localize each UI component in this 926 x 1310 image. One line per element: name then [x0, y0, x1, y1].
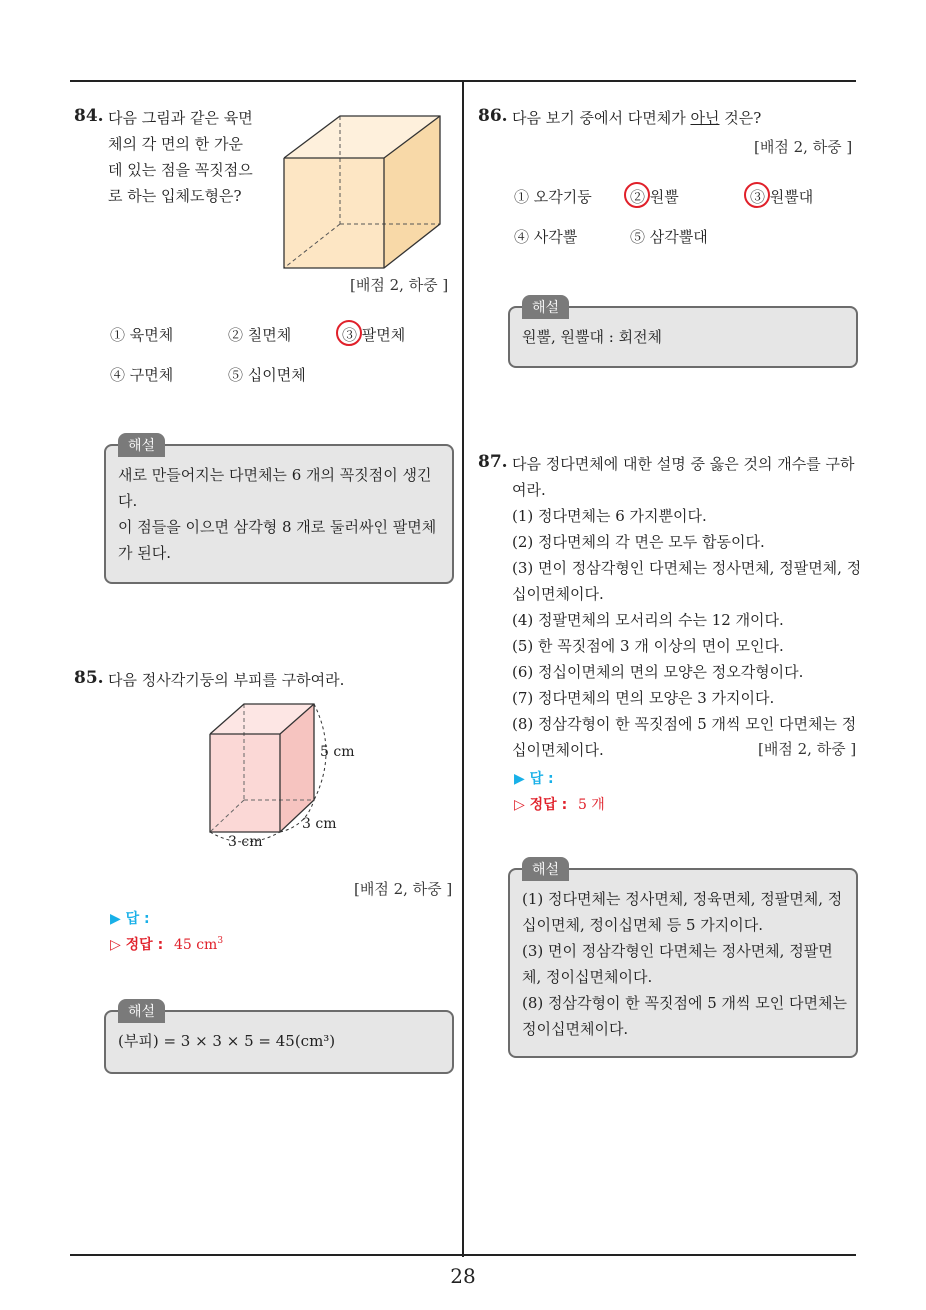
statement-line: (2) 정다면체의 각 면은 모두 합동이다.	[512, 533, 765, 551]
correct-answer	[514, 794, 605, 814]
red-circle-mark	[624, 182, 650, 208]
question-number: 85.	[74, 668, 104, 688]
explanation-tab: 해설	[522, 857, 569, 881]
question-text: 다음 정사각기둥의 부피를 구하여라.	[108, 671, 345, 689]
choice-3[interactable]: ③ 팔면체	[342, 326, 406, 344]
question-number: 87.	[478, 452, 508, 472]
answer-label: ▶ 답 :	[514, 771, 554, 787]
statement-line: (3) 면이 정삼각형인 다면체는 정사면체, 정팔면체, 정	[512, 559, 862, 577]
choice-1[interactable]: ① 육면체	[110, 326, 174, 344]
page-number: 28	[450, 1264, 476, 1288]
choice-3[interactable]: ③ 원뿔대	[750, 188, 814, 206]
correct-value: 5 개	[577, 797, 605, 813]
correct-value: 45 cm	[173, 937, 218, 953]
statement-line: (1) 정다면체는 6 가지뿐이다.	[512, 507, 707, 525]
correct-answer	[110, 934, 223, 954]
red-circle-mark	[744, 182, 770, 208]
question-text-part: 것은?	[719, 109, 762, 127]
explanation-line: 새로 만들어지는 다면체는 6 개의 꼭짓점이 생긴	[118, 466, 432, 484]
statement-line: (4) 정팔면체의 모서리의 수는 12 개이다.	[512, 611, 784, 629]
explanation-line: (8) 정삼각형이 한 꼭짓점에 5 개씩 모인 다면체는	[522, 994, 847, 1012]
dimension-depth: 3 cm	[302, 816, 337, 832]
correct-label: ▷ 정답 :	[514, 797, 568, 813]
explanation-box	[508, 868, 858, 1058]
question-text-line: 다음 그림과 같은 육면	[108, 109, 253, 127]
dimension-width: 3 cm	[228, 834, 263, 850]
explanation-line: 원뿔, 원뿔대 : 회전체	[522, 328, 663, 346]
statement-line: 십이면체이다.	[512, 585, 604, 603]
statement-line: 십이면체이다.	[512, 741, 604, 759]
statement-line: (8) 정삼각형이 한 꼭짓점에 5 개씩 모인 다면체는 정	[512, 715, 857, 733]
score-label: [배점 2, 하중 ]	[754, 138, 853, 156]
score-label: [배점 2, 하중 ]	[350, 276, 449, 294]
dimension-height: 5 cm	[320, 744, 355, 760]
statement-line: (6) 정십이면체의 면의 모양은 정오각형이다.	[512, 663, 804, 681]
score-label: [배점 2, 하중 ]	[354, 880, 453, 898]
explanation-tab: 해설	[118, 433, 165, 457]
score-label: [배점 2, 하중 ]	[758, 740, 857, 758]
choice-1[interactable]: ① 오각기둥	[514, 188, 592, 206]
explanation-line: 십이면체, 정이십면체 등 5 가지이다.	[522, 916, 764, 934]
question-text	[512, 108, 761, 128]
prism-figure	[196, 696, 366, 856]
choice-5[interactable]: ⑤ 십이면체	[228, 366, 306, 384]
question-number: 86.	[478, 106, 508, 126]
choice-2[interactable]: ② 칠면체	[228, 326, 292, 344]
explanation-line: (부피) = 3 × 3 × 5 = 45(cm³)	[118, 1032, 336, 1050]
choice-4[interactable]: ④ 사각뿔	[514, 228, 578, 246]
explanation-line: 정이십면체이다.	[522, 1020, 629, 1038]
column-divider	[462, 82, 464, 1257]
explanation-box	[104, 444, 454, 584]
statement-line: (7) 정다면체의 면의 모양은 3 가지이다.	[512, 689, 775, 707]
choice-5[interactable]: ⑤ 삼각뿔대	[630, 228, 708, 246]
footer-rule	[70, 1254, 856, 1256]
question-text-line: 체의 각 면의 한 가운	[108, 135, 243, 153]
cube-figure	[276, 108, 456, 278]
red-circle-mark	[336, 320, 362, 346]
explanation-line: 체, 정이십면체이다.	[522, 968, 653, 986]
explanation-line: 다.	[118, 492, 138, 510]
explanation-tab: 해설	[118, 999, 165, 1023]
question-text-line: 데 있는 점을 꼭짓점으	[108, 161, 253, 179]
explanation-line: (3) 면이 정삼각형인 다면체는 정사면체, 정팔면	[522, 942, 833, 960]
question-number: 84.	[74, 106, 104, 126]
question-text-line: 여라.	[512, 481, 546, 499]
correct-value-exponent: 3	[217, 936, 224, 946]
question-text-underlined: 아닌	[690, 109, 720, 127]
choice-4[interactable]: ④ 구면체	[110, 366, 174, 384]
explanation-tab: 해설	[522, 295, 569, 319]
statement-line: (5) 한 꼭짓점에 3 개 이상의 면이 모인다.	[512, 637, 784, 655]
question-text-line: 다음 정다면체에 대한 설명 중 옳은 것의 개수를 구하	[512, 455, 855, 473]
correct-label: ▷ 정답 :	[110, 937, 164, 953]
answer-label: ▶ 답 :	[110, 911, 150, 927]
choice-2[interactable]: ② 원뿔	[630, 188, 679, 206]
explanation-line: (1) 정다면체는 정사면체, 정육면체, 정팔면체, 정	[522, 890, 843, 908]
question-text-line: 로 하는 입체도형은?	[108, 187, 242, 205]
explanation-line: 이 점들을 이으면 삼각형 8 개로 둘러싸인 팔면체	[118, 518, 437, 536]
question-text-part: 다음 보기 중에서 다면체가	[512, 109, 691, 127]
explanation-line: 가 된다.	[118, 544, 172, 562]
